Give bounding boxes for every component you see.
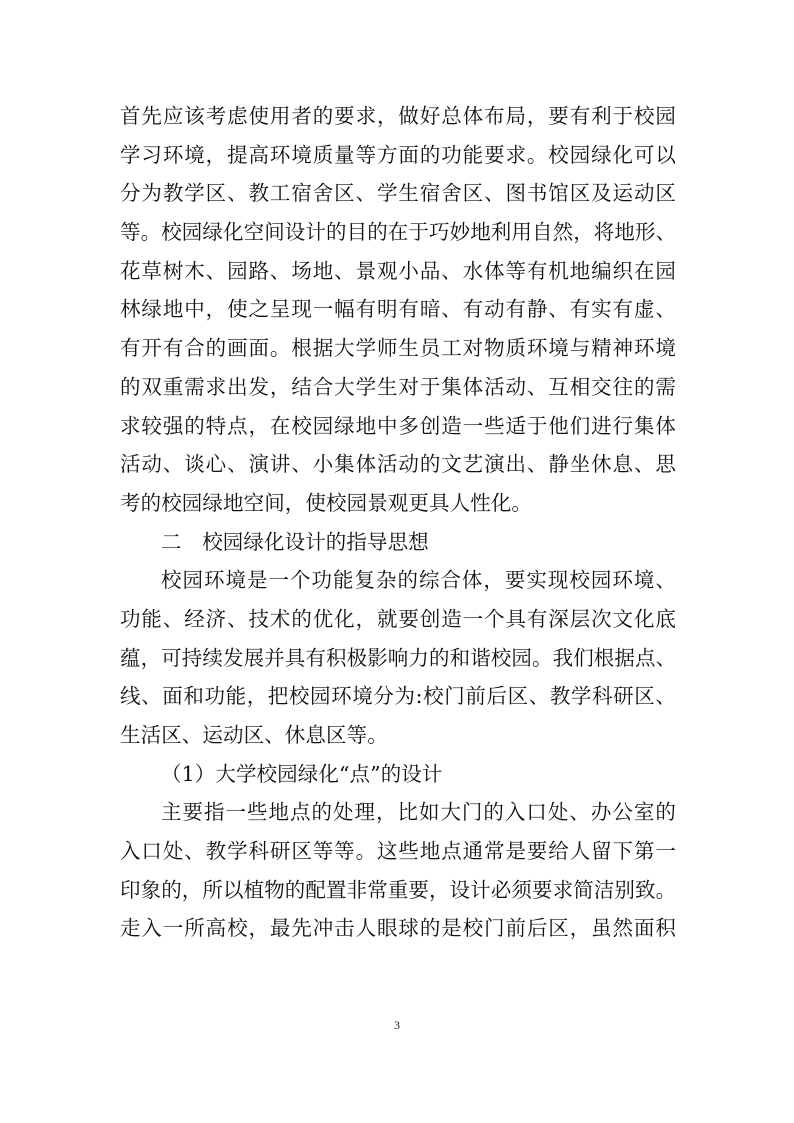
body-line: 功能、经济、技术的优化，就要创造一个具有深层次文化底 bbox=[120, 606, 676, 631]
body-line: 分为教学区、教工宿舍区、学生宿舍区、图书馆区及运动区 bbox=[120, 181, 676, 206]
body-line: 的双重需求出发，结合大学生对于集体活动、互相交往的需 bbox=[120, 374, 676, 399]
body-line: 校园环境是一个功能复杂的综合体，要实现校园环境、 bbox=[161, 568, 676, 593]
document-body bbox=[120, 97, 676, 948]
body-line: 蕴，可持续发展并具有积极影响力的和谐校园。我们根据点、 bbox=[120, 645, 677, 670]
body-line: 线、面和功能，把校园环境分为:校门前后区、教学科研区、 bbox=[120, 684, 676, 709]
body-line: 有开有合的画面。根据大学师生员工对物质环境与精神环境 bbox=[120, 336, 676, 361]
body-line: 印象的，所以植物的配置非常重要，设计必须要求简洁别致。 bbox=[120, 877, 677, 902]
subsection-heading: （1）大学校园绿化“点”的设计 bbox=[161, 761, 443, 786]
body-line: 生活区、运动区、休息区等。 bbox=[120, 723, 388, 747]
page-number: 3 bbox=[394, 1018, 400, 1032]
body-line: 考的校园绿地空间，使校园景观更具人性化。 bbox=[120, 490, 532, 515]
body-line: 林绿地中，使之呈现一幅有明有暗、有动有静、有实有虚、 bbox=[120, 297, 676, 322]
body-line: 走入一所高校，最先冲击人眼球的是校门前后区，虽然面积 bbox=[120, 916, 676, 941]
body-line: 主要指一些地点的处理，比如大门的入口处、办公室的 bbox=[161, 800, 676, 825]
body-line: 学习环境，提高环境质量等方面的功能要求。校园绿化可以 bbox=[120, 142, 676, 167]
body-line: 活动、谈心、演讲、小集体活动的文艺演出、静坐休息、思 bbox=[120, 452, 676, 477]
body-line: 入口处、教学科研区等等。这些地点通常是要给人留下第一 bbox=[120, 839, 676, 864]
body-line: 求较强的特点，在校园绿地中多创造一些适于他们进行集体 bbox=[120, 413, 676, 438]
body-line: 花草树木、园路、场地、景观小品、水体等有机地编织在园 bbox=[120, 258, 676, 283]
section-heading: 二 校园绿化设计的指导思想 bbox=[161, 529, 429, 554]
body-line: 等。校园绿化空间设计的目的在于巧妙地利用自然，将地形、 bbox=[120, 220, 677, 245]
body-line: 首先应该考虑使用者的要求，做好总体布局，要有利于校园 bbox=[120, 104, 676, 128]
